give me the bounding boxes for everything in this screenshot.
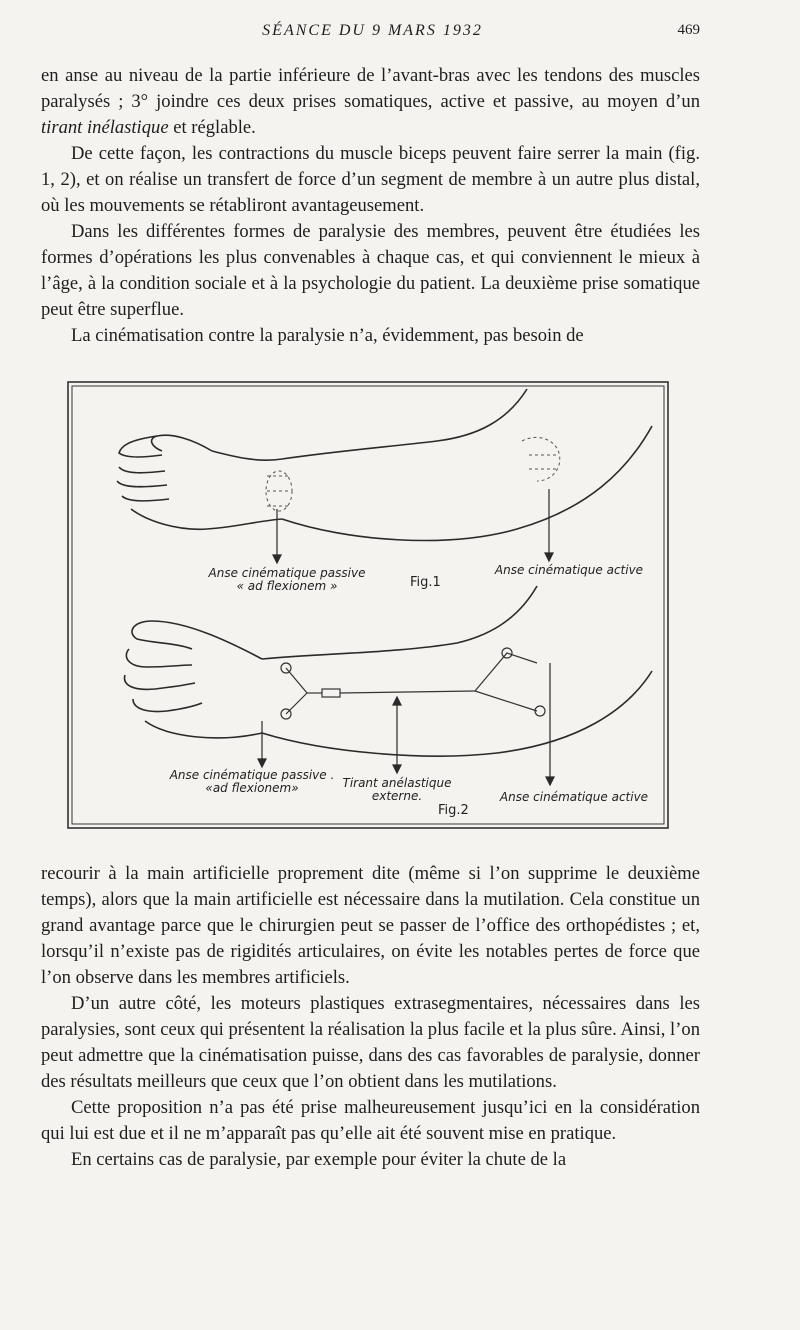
figure-drawing xyxy=(67,381,669,829)
fig2-tirant-label: Tirant anélastique externe. xyxy=(342,776,452,803)
fig1-passive-label: Anse cinématique passive « ad flexionem » xyxy=(208,566,366,593)
text-block-top xyxy=(41,63,700,349)
paragraph: D’un autre côté, les moteurs plastiques extrasegmentaires, nécessaires dans les paralysies, sont ceux qui présentent la réalisation la plus facile et la plus sûre. Ainsi, l’on peut admettre que la cinématisation puisse, dans des cas favorables de paralysie, donner des résultats meilleurs que ceux que l’on obtient dans les mutilations. xyxy=(41,993,700,1092)
running-title: SÉANCE DU 9 MARS 1932 xyxy=(262,22,483,39)
page-header xyxy=(0,22,800,46)
paragraph: Dans les différentes formes de paralysie des membres, peuvent être étudiées les formes d’opérations les plus convenables à chaque cas, et qui conviennent le mieux à l’âge, à la condition sociale et à la psychologie du patient. La deuxième prise somatique peut être superflue. xyxy=(41,221,700,320)
paragraph: La cinématisation contre la paralysie n’a, évidemment, pas besoin de xyxy=(71,325,584,346)
paragraph: De cette façon, les contractions du muscle biceps peuvent faire serrer la main (fig. 1, 2), et on réalise un transfert de force d’un segment de membre à un autre plus distal, où les mouvements se rétabliront avantageusement. xyxy=(41,143,700,216)
wrist-loop-fig1 xyxy=(266,471,292,511)
fig2-number: Fig.2 xyxy=(438,803,469,818)
paragraph-text: en anse au niveau de la partie inférieure de l’avant-bras avec les tendons des muscles paralysés ; 3° joindre ces deux prises somatiques, active et passive, au moyen d’un tirant inélastique et réglable. xyxy=(41,65,700,138)
arm-fig2 xyxy=(125,586,652,756)
fig2-passive-label: Anse cinématique passive . «ad flexionem» xyxy=(169,768,335,795)
elbow-loop-fig1 xyxy=(522,437,560,481)
pointers-fig1 xyxy=(273,489,553,563)
arm-fig1 xyxy=(117,389,652,540)
paragraph: En certains cas de paralysie, par exemple pour éviter la chute de la xyxy=(71,1149,567,1170)
page-number: 469 xyxy=(677,22,700,38)
pointers-fig2 xyxy=(258,663,554,785)
emphasis: tirant inélastique xyxy=(41,117,169,138)
figure-frame-inner xyxy=(72,386,664,824)
fig1-number: Fig.1 xyxy=(410,575,441,590)
tirant-fig2 xyxy=(281,648,545,719)
fig2-active-label: Anse cinématique active xyxy=(499,790,649,804)
text-block-bottom xyxy=(41,861,700,1173)
figure xyxy=(67,381,669,829)
fig1-active-label: Anse cinématique active xyxy=(494,563,644,577)
paragraph: recourir à la main artificielle proprement dite (même si l’on supprime le deuxième temps), alors que la main artificielle est nécessaire dans la mutilation. Cela constitue un grand avantage parce que le chirurgien peut se passer de l’office des orthopédistes ; et, lorsqu’il n’existe pas de rigidités articulaires, on évite les notables pertes de force que l’on observe dans les membres artificiels. xyxy=(41,863,700,988)
paragraph xyxy=(41,63,700,141)
paragraph: Cette proposition n’a pas été prise malheureusement jusqu’ici en la considération qui lui est due et il ne m’apparaît pas qu’elle ait été souvent mise en pratique. xyxy=(41,1097,700,1144)
